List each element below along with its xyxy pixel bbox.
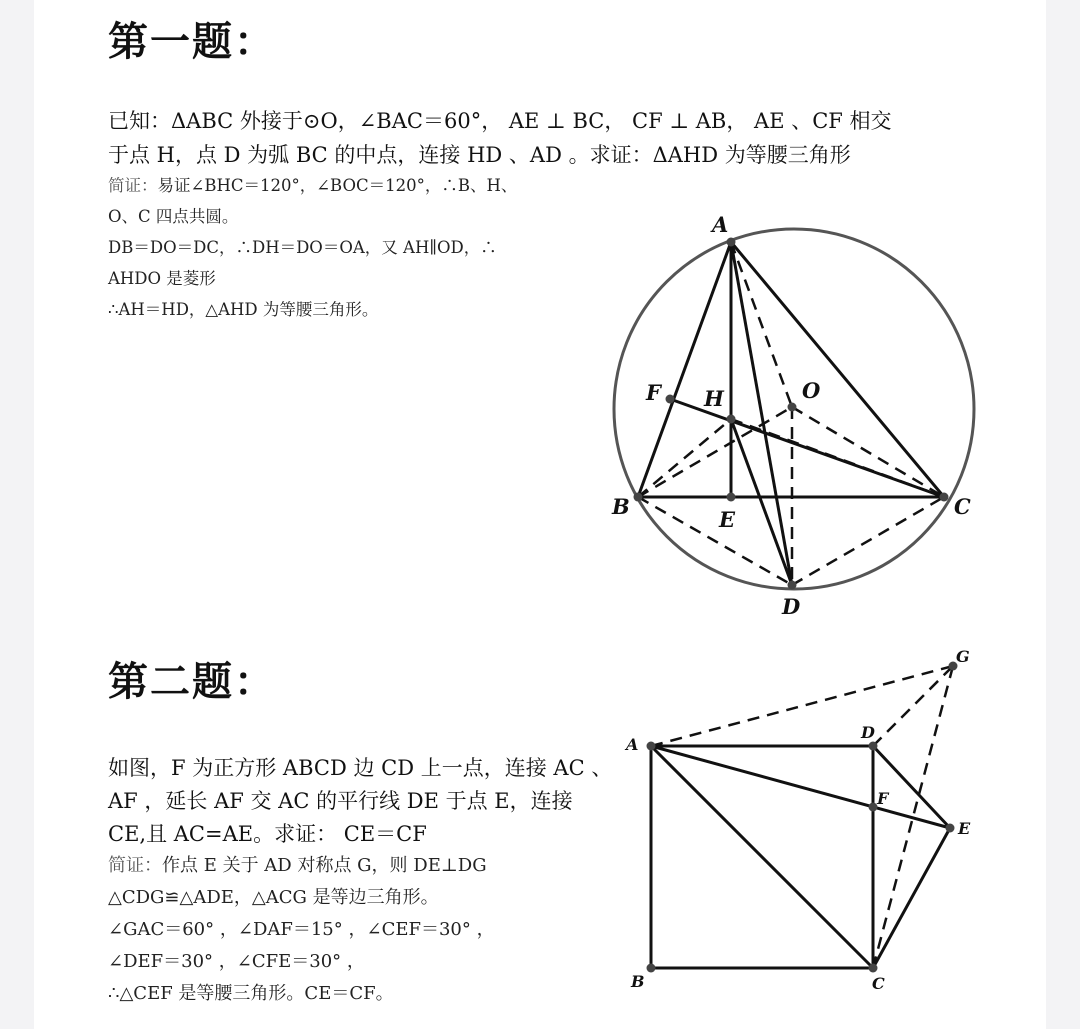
- problem1-solution-line: 易证∠BHC＝120°，∠BOC＝120°，∴B、H、: [157, 176, 518, 195]
- problem2-statement-line: 如图，F 为正方形 ABCD 边 CD 上一点，连接 AC 、: [108, 756, 613, 780]
- label-D: D: [861, 723, 875, 742]
- problem2-solution-line: 作点 E 关于 AD 对称点 G，则 DE⊥DG: [162, 855, 487, 876]
- problem2-solution-line: ∠GAC＝60° ，∠DAF＝15° ，∠CEF＝30° ，: [108, 919, 495, 940]
- problem1-solution: [108, 170, 517, 325]
- label-D: D: [782, 594, 801, 619]
- label-F: F: [646, 380, 661, 405]
- problem2-solution: [108, 850, 495, 1010]
- problem2-statement: [108, 752, 612, 851]
- problem1-solution-line: AHDO 是菱形: [108, 269, 216, 288]
- problem1-solution-line: O、C 四点共圆。: [108, 207, 239, 226]
- problem1-figure: [594, 205, 1014, 625]
- label-C: C: [954, 494, 971, 519]
- problem2-statement-line: AF ，延长 AF 交 AC 的平行线 DE 于点 E，连接: [108, 789, 573, 813]
- problem1-solution-label: 简证：: [108, 176, 158, 195]
- problem1-solution-line: DB＝DO＝DC，∴DH＝DO＝OA，又 AH∥OD，∴: [108, 238, 497, 257]
- problem2-figure: [614, 640, 1014, 1010]
- label-C: C: [872, 974, 885, 993]
- label-H: H: [704, 386, 724, 411]
- problem1-statement-line: 于点 H，点 D 为弧 BC 的中点，连接 HD 、AD 。求证：ΔAHD 为等腰三角形: [108, 143, 851, 167]
- problem2-solution-line: ∴△CEF 是等腰三角形。CE＝CF。: [108, 983, 394, 1004]
- label-B: B: [612, 494, 630, 519]
- problem2-solution-line: ∠DEF＝30° ，∠CFE＝30° ，: [108, 951, 365, 972]
- document-page: [34, 0, 1046, 1029]
- problem2-solution-label: 简证：: [108, 855, 162, 876]
- problem1-statement-line: 已知：ΔABC 外接于⊙O，∠BAC＝60°， AE ⊥ BC， CF ⊥ AB， AE 、CF 相交: [108, 109, 892, 133]
- label-E: E: [958, 819, 971, 838]
- label-A: A: [626, 735, 639, 754]
- solid-lines: [651, 746, 950, 968]
- label-G: G: [956, 647, 970, 666]
- label-B: B: [631, 972, 645, 991]
- label-F: F: [877, 789, 889, 808]
- problem2-statement-line: CE,且 AC=AE。求证： CE＝CF: [108, 822, 427, 846]
- problem2-solution-line: △CDG≌△ADE，△ACG 是等边三角形。: [108, 887, 439, 908]
- label-E: E: [719, 507, 736, 532]
- problem1-statement: [108, 104, 892, 172]
- problem2-title: 第二题：: [108, 659, 276, 705]
- problem1-solution-line: ∴AH＝HD，△AHD 为等腰三角形。: [108, 300, 379, 319]
- label-A: A: [712, 212, 729, 237]
- label-O: O: [802, 378, 821, 403]
- dashed-lines: [638, 242, 944, 585]
- problem1-title: 第一题：: [108, 19, 276, 65]
